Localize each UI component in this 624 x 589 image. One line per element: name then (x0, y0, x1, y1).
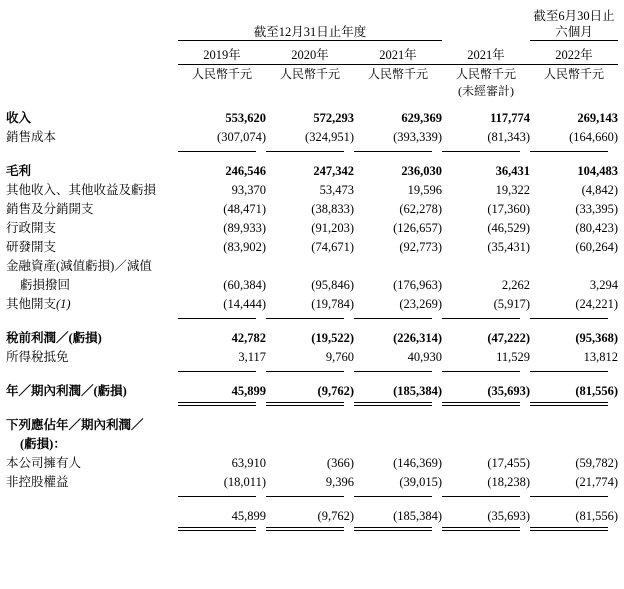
row-value: (19,522) (311, 331, 354, 345)
row-value: (89,933) (223, 221, 266, 235)
row-label: 所得稅抵免 (6, 350, 69, 364)
row-value: 9,760 (325, 350, 354, 364)
row-value: (59,782) (575, 456, 619, 470)
row-label: 收入 (6, 111, 32, 125)
row-label: 研發開支 (6, 240, 57, 254)
row-value: (146,369) (393, 456, 443, 470)
row-value: 42,782 (231, 331, 266, 345)
row-value: (226,314) (393, 331, 443, 345)
row-label: (虧損)： (20, 437, 66, 451)
header-year-2022-interim: 2022年 (530, 47, 618, 65)
header-year-2019: 2019年 (178, 47, 266, 65)
row-value: (17,455) (487, 456, 531, 470)
table-row (6, 128, 618, 147)
table-row (6, 257, 618, 276)
table-header (6, 8, 618, 109)
header-blank (6, 8, 178, 41)
table-row (6, 348, 618, 367)
row-label: 金融資產(減值虧損)／減值 (6, 259, 152, 273)
row-value: (18,238) (487, 475, 531, 489)
rule (530, 527, 608, 531)
row-value: (81,343) (487, 130, 531, 144)
row-value: 2,262 (501, 278, 531, 292)
row-label: 毛利 (6, 164, 32, 178)
header-group-interim: 截至6月30日止六個月 (530, 8, 618, 41)
table-row (6, 219, 618, 238)
header-unaudited-row (6, 83, 618, 99)
row-value: (307,074) (217, 130, 266, 144)
row-value: 9,396 (325, 475, 354, 489)
financial-statement-page (0, 8, 624, 589)
row-value: (33,395) (575, 202, 619, 216)
row-value: (62,278) (399, 202, 443, 216)
row-value: (95,368) (575, 331, 619, 345)
table-row (6, 507, 618, 526)
row-value: (81,556) (575, 509, 619, 523)
row-value: (21,774) (575, 475, 619, 489)
header-note-unaudited: (未經審計) (458, 84, 515, 98)
row-value: 11,529 (496, 350, 531, 364)
row-value: (35,693) (487, 509, 531, 523)
row-value: (393,339) (393, 130, 443, 144)
header-group-row (6, 8, 618, 41)
row-value (354, 435, 442, 454)
table-row (6, 109, 618, 128)
header-blank-3 (6, 65, 178, 84)
row-value: (366) (326, 456, 354, 470)
table-row (6, 162, 618, 181)
row-value: (4,842) (581, 183, 619, 197)
header-year-2020: 2020年 (266, 47, 354, 65)
row-value: (19,784) (311, 297, 354, 311)
row-value (442, 416, 530, 435)
header-gap (442, 8, 530, 41)
row-value: (35,693) (487, 384, 531, 398)
table-row (6, 295, 618, 314)
row-value: (324,951) (305, 130, 354, 144)
header-group-annual: 截至12月31日止年度 (178, 8, 442, 41)
row-value (178, 416, 266, 435)
row-label: 稅前利潤／(虧損) (6, 331, 102, 345)
row-label: 非控股權益 (6, 475, 69, 489)
row-value: (74,671) (311, 240, 354, 254)
rule (266, 527, 344, 531)
row-value (530, 416, 618, 435)
header-note-2020 (266, 83, 354, 99)
row-value (530, 257, 618, 276)
header-year-2021-interim: 2021年 (442, 47, 530, 65)
header-note-2021 (354, 83, 442, 99)
row-value: 3,294 (589, 278, 619, 292)
row-value: 93,370 (231, 183, 266, 197)
row-value: 13,812 (583, 350, 619, 364)
row-value: 19,322 (495, 183, 531, 197)
header-unit-2021-interim: 人民幣千元 (456, 67, 517, 81)
row-value: (5,917) (493, 297, 531, 311)
row-value (266, 435, 354, 454)
row-label: 下列應佔年／期內利潤／ (6, 418, 144, 432)
row-label: 銷售成本 (6, 130, 57, 144)
row-value: 236,030 (401, 164, 443, 178)
row-value (266, 257, 354, 276)
row-value: (185,384) (393, 384, 443, 398)
row-value: 40,930 (407, 350, 443, 364)
rule (354, 527, 432, 531)
header-unit-2022-interim: 人民幣千元 (544, 67, 605, 81)
rule (178, 527, 256, 531)
row-value: (176,963) (393, 278, 443, 292)
row-value (530, 435, 618, 454)
header-unit-row (6, 65, 618, 84)
header-unit-2021: 人民幣千元 (368, 67, 429, 81)
row-value: 246,546 (225, 164, 266, 178)
row-value: (46,529) (487, 221, 531, 235)
row-value: (60,384) (223, 278, 266, 292)
row-spacer (6, 372, 618, 382)
header-year-row (6, 47, 618, 65)
row-value: (24,221) (575, 297, 619, 311)
table-body (6, 109, 618, 531)
row-value: 45,899 (231, 384, 266, 398)
row-value: (91,203) (311, 221, 354, 235)
row-value: (9,762) (317, 384, 354, 398)
row-value: 247,342 (313, 164, 354, 178)
row-value: 553,620 (225, 111, 266, 125)
row-spacer (6, 497, 618, 507)
table-row (6, 181, 618, 200)
header-note-2022 (530, 83, 618, 99)
row-value: (18,011) (223, 475, 266, 489)
row-value (442, 435, 530, 454)
row-value: 572,293 (313, 111, 354, 125)
table-row (6, 329, 618, 348)
row-value: (38,833) (311, 202, 354, 216)
row-value: (23,269) (399, 297, 443, 311)
row-value: (92,773) (399, 240, 443, 254)
row-value: (164,660) (569, 130, 619, 144)
row-value: (60,264) (575, 240, 619, 254)
row-value: 53,473 (319, 183, 354, 197)
row-value: (48,471) (223, 202, 266, 216)
row-value: (17,360) (487, 202, 531, 216)
table-row (6, 435, 618, 454)
row-value: 3,117 (238, 350, 266, 364)
row-value (354, 416, 442, 435)
row-label: 本公司擁有人 (6, 456, 82, 470)
row-value: 629,369 (401, 111, 443, 125)
row-value (354, 257, 442, 276)
row-value: (35,431) (487, 240, 531, 254)
row-spacer (6, 406, 618, 416)
row-value: (126,657) (393, 221, 443, 235)
footnote-marker: (1) (56, 297, 71, 311)
row-label: 行政開支 (6, 221, 57, 235)
row-value: (81,556) (575, 384, 619, 398)
table-row (6, 238, 618, 257)
header-unit-2020: 人民幣千元 (279, 67, 340, 81)
row-label: 其他收入、其他收益及虧損 (6, 183, 157, 197)
row-value: 36,431 (495, 164, 531, 178)
row-value: (14,444) (223, 297, 266, 311)
table-row (6, 473, 618, 492)
row-label: 銷售及分銷開支 (6, 202, 94, 216)
row-spacer (6, 319, 618, 329)
row-spacer (6, 152, 618, 162)
row-value: (39,015) (399, 475, 443, 489)
table-row (6, 200, 618, 219)
header-unit-2019: 人民幣千元 (191, 67, 252, 81)
row-label (6, 507, 178, 526)
rule (442, 527, 520, 531)
row-double-rule (6, 526, 618, 531)
row-value: 19,596 (407, 183, 443, 197)
row-value (442, 257, 530, 276)
row-value: (80,423) (575, 221, 619, 235)
header-year-2021: 2021年 (354, 47, 442, 65)
row-value (178, 257, 266, 276)
table-row (6, 382, 618, 401)
row-value (266, 416, 354, 435)
row-label: 年／期內利潤／(虧損) (6, 384, 127, 398)
row-value: 45,899 (231, 509, 266, 523)
header-blank-2 (6, 47, 178, 65)
row-value: (185,384) (393, 509, 443, 523)
header-note-2019 (178, 83, 266, 99)
income-statement-table (6, 8, 618, 531)
row-value: 117,774 (490, 111, 531, 125)
row-value: (83,902) (223, 240, 266, 254)
row-value: 63,910 (231, 456, 266, 470)
row-label: 虧損撥回 (20, 278, 71, 292)
row-value: (95,846) (311, 278, 354, 292)
table-row (6, 276, 618, 295)
row-value: 104,483 (577, 164, 619, 178)
row-value: 269,143 (577, 111, 619, 125)
row-value: (9,762) (317, 509, 354, 523)
row-value (178, 435, 266, 454)
row-label: 其他開支(1) (6, 297, 71, 311)
header-bottom-spacer (6, 99, 618, 109)
row-value: (47,222) (487, 331, 531, 345)
table-row (6, 416, 618, 435)
table-row (6, 454, 618, 473)
header-blank-4 (6, 83, 178, 99)
